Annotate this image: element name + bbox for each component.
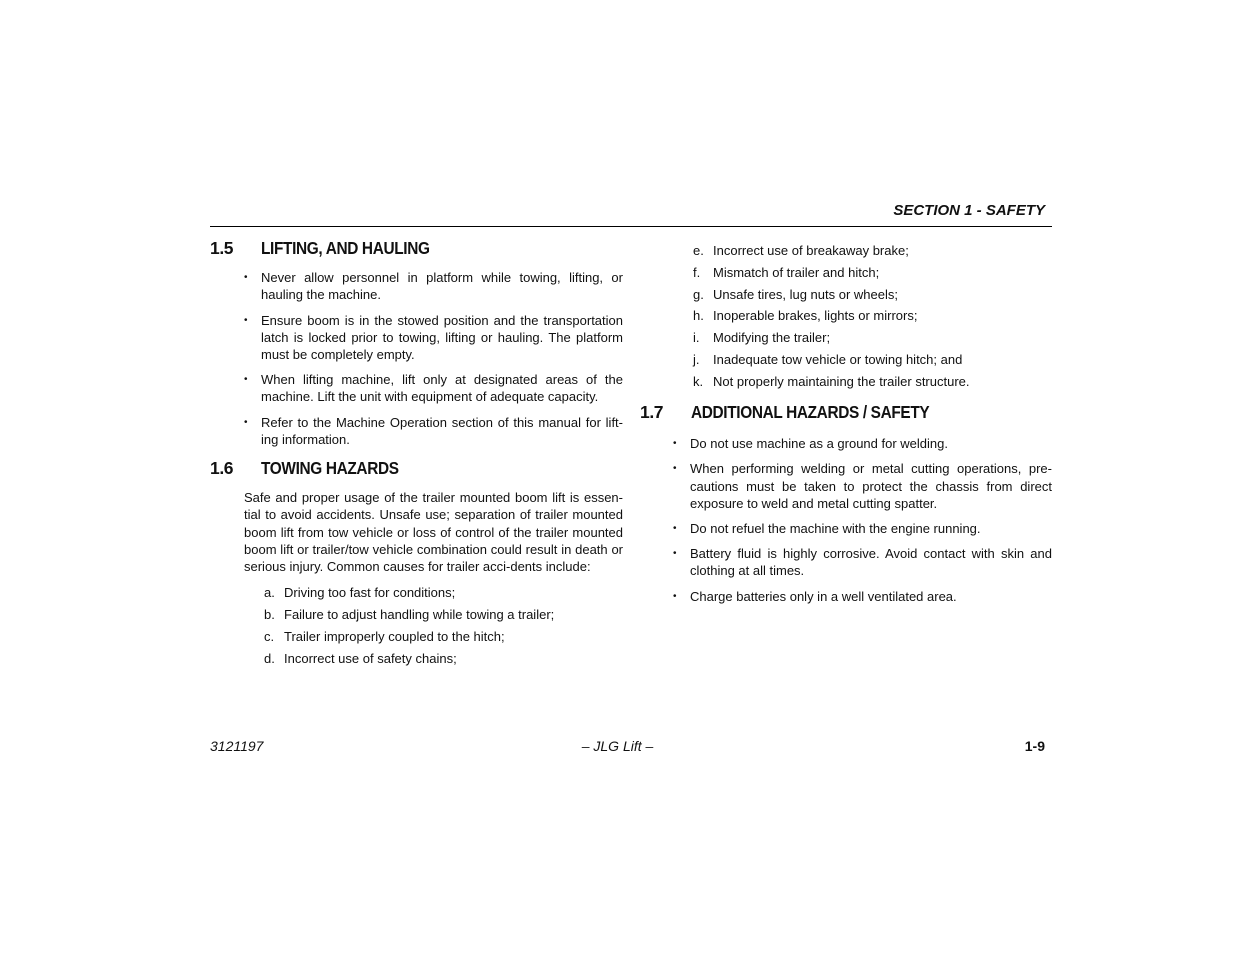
section-header-title: SECTION 1 - SAFETY — [893, 202, 1045, 219]
list-letter: g. — [693, 286, 704, 302]
section-heading-1-5 — [210, 240, 623, 257]
bullet-icon: • — [244, 374, 248, 386]
list-item — [264, 650, 623, 667]
list-item — [693, 351, 1052, 368]
list-item — [264, 584, 623, 601]
list-item-text: Driving too fast for conditions; — [284, 585, 456, 601]
list-letter: i. — [693, 330, 700, 346]
bullet-icon: • — [244, 314, 248, 326]
list-item — [693, 286, 1052, 303]
list-item — [693, 329, 1052, 346]
list-item-text: When lifting machine, lift only at designated areas of the machine. Lift the unit with equipment of adequate capacity. — [261, 372, 623, 405]
list-item — [264, 628, 623, 645]
list-item-text: Not properly maintaining the trailer structure. — [713, 373, 970, 389]
list-item-text: Incorrect use of safety chains; — [284, 650, 457, 666]
list-letter: a. — [264, 585, 275, 601]
list-item — [673, 588, 1052, 605]
list-item-text: Do not use machine as a ground for welding. — [690, 436, 948, 452]
bullet-icon: • — [673, 438, 677, 450]
lifting-bullet-list — [210, 269, 623, 448]
footer-publisher: – JLG Lift – — [581, 738, 654, 754]
bullet-icon: • — [244, 272, 248, 284]
list-item-text: Do not refuel the machine with the engine running. — [690, 521, 981, 536]
list-item-text: Modifying the trailer; — [713, 330, 831, 346]
section-title: ADDITIONAL HAZARDS / SAFETY — [691, 401, 930, 422]
list-item — [264, 606, 623, 623]
list-item-text: Trailer improperly coupled to the hitch; — [284, 628, 505, 644]
towing-causes-list-part2 — [640, 242, 1052, 390]
footer-doc-number: 3121197 — [210, 738, 264, 754]
list-letter: k. — [693, 373, 704, 389]
list-letter: h. — [693, 308, 704, 324]
section-number: 1.6 — [210, 458, 234, 479]
bullet-icon: • — [673, 523, 677, 534]
list-item — [693, 373, 1052, 390]
list-item-text: Failure to adjust handling while towing a trailer; — [284, 607, 555, 623]
header-divider — [210, 226, 1052, 227]
list-item-text: Refer to the Machine Operation section of this manual for lift-ing information. — [261, 414, 623, 447]
section-heading-1-7 — [640, 401, 1052, 422]
section-number: 1.7 — [640, 401, 664, 422]
left-column — [210, 240, 623, 671]
list-item — [693, 307, 1052, 324]
list-item-text: When performing welding or metal cutting operations, pre-cautions must be taken to protect the chassis from direct exposure to weld and metal cutting spatter. — [690, 461, 1052, 511]
list-item-text: Inadequate tow vehicle or towing hitch; and — [713, 351, 963, 367]
section-title: LIFTING, AND HAULING — [261, 238, 430, 258]
list-letter: d. — [264, 650, 275, 666]
section-number: 1.5 — [210, 238, 234, 258]
section-title: TOWING HAZARDS — [261, 458, 399, 479]
towing-causes-list-part1 — [210, 584, 623, 667]
list-item — [244, 269, 623, 303]
list-item — [693, 242, 1052, 259]
list-item — [693, 264, 1052, 281]
list-item — [244, 312, 623, 364]
list-item — [244, 414, 623, 448]
right-column — [640, 242, 1052, 613]
list-item — [673, 460, 1052, 512]
list-item-text: Inoperable brakes, lights or mirrors; — [713, 308, 918, 324]
list-letter: f. — [693, 264, 701, 280]
list-letter: j. — [693, 351, 700, 367]
list-item-text: Charge batteries only in a well ventilated area. — [690, 588, 957, 604]
list-item-text: Mismatch of trailer and hitch; — [713, 264, 880, 280]
list-item-text: Never allow personnel in platform while towing, lifting, or hauling the machine. — [261, 270, 623, 303]
section-heading-1-6 — [210, 460, 623, 477]
additional-hazards-bullet-list — [640, 435, 1052, 605]
list-letter: b. — [264, 607, 275, 623]
list-item — [673, 545, 1052, 579]
bullet-icon: • — [673, 463, 677, 475]
footer-page-number: 1-9 — [1024, 738, 1045, 754]
list-letter: e. — [693, 243, 704, 258]
list-letter: c. — [264, 628, 275, 644]
list-item — [244, 371, 623, 405]
list-item-text: Incorrect use of breakaway brake; — [713, 243, 909, 258]
towing-intro-paragraph: Safe and proper usage of the trailer mounted boom lift is essen-tial to avoid accidents. Unsafe use; separation of trailer mounted boom lift from tow vehicle or loss of control of the trailer mounted boom lift or trailer/tow vehicle combination could result in death or serious injury. Common causes for trailer acci-dents include: — [244, 490, 623, 575]
list-item-text: Unsafe tires, lug nuts or wheels; — [713, 286, 898, 302]
list-item-text: Ensure boom is in the stowed position and the transportation latch is locked prior to towing, lifting or hauling. The platform must be completely empty. — [261, 312, 623, 363]
bullet-icon: • — [244, 416, 248, 428]
list-item — [673, 435, 1052, 452]
bullet-icon: • — [673, 548, 677, 560]
list-item — [673, 520, 1052, 537]
bullet-icon: • — [673, 590, 677, 602]
list-item-text: Battery fluid is highly corrosive. Avoid contact with skin and clothing at all times. — [690, 546, 1052, 579]
